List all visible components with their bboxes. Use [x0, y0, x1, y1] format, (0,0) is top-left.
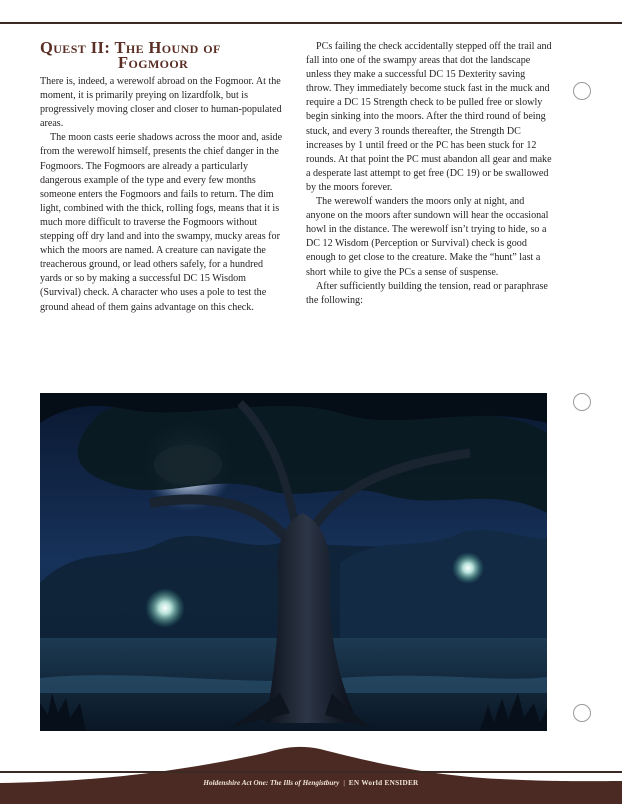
quest-title-line1: Quest II: The Hound of	[40, 38, 221, 57]
binder-hole-top	[573, 82, 591, 100]
footer-mountain-band	[0, 745, 622, 804]
right-paragraph-3: After sufficiently building the tension, read or paraphrase the following:	[306, 280, 548, 306]
right-treeline	[340, 530, 547, 653]
left-paragraph-1: There is, indeed, a werewolf abroad on the Fogmoor. At the moment, it is primarily preying on lizardfolk, but is progressively moving closer and closer to human-populated areas.	[40, 76, 282, 130]
right-paragraph-2: The werewolf wanders the moors only at night, and anyone on the moors after sundown will hear the occasional howl in the distance. The werewolf isn’t trying to hide, so a DC 12 Wisdom (Perception or Survival) check is good enough to get close to the creature. Make the “hunt” last a short while to give the PCs a sense of suspense.	[306, 196, 549, 278]
will-o-wisp-right	[452, 552, 484, 584]
quest-title	[40, 40, 286, 70]
moonlit-tree-illustration	[40, 393, 547, 731]
footer-book-title: Holdenshire Act One: The Ills of Hengistbury	[203, 779, 340, 787]
footer-brand: EN World ENSIDER	[348, 779, 419, 787]
footer-separator: |	[343, 779, 345, 787]
left-column	[40, 40, 286, 315]
binder-hole-middle	[573, 393, 591, 411]
left-paragraph-2: The moon casts eerie shadows across the moor and, aside from the werewolf himself, presents the chief danger in the Fogmoors. The Fogmoors are already a particularly dangerous example of the type and every few months someone enters the Fogmoors and fails to return. The dim light, combined with the thick, rolling fogs, means that it is much more difficult to traverse the Fogmoors without stepping off dry land and into the swampy, mucky areas for which the moors are named. A creature can navigate the treacherous ground, or lead others safely, for a hundred yards or so by making a successful DC 15 Wisdom (Survival) check. A character who uses a pole to test the ground ahead of them gains advantage on this check.	[40, 132, 283, 313]
quest-title-line2: Fogmoor	[118, 53, 189, 72]
right-column	[306, 40, 552, 308]
right-paragraph-1: PCs failing the check accidentally stepped off the trail and fall into one of the swampy areas that dot the landscape unless they make a successful DC 15 Dexterity saving throw. They immediately become stuck fast in the muck and require a DC 15 Strength check to be pulled free or slowly begin sinking into the moors. After the third round of being stuck, and every 3 rounds thereafter, the Strength DC increases by 1 until freed or the PC has been stuck for 12 rounds. At that point the PC must abandon all gear and make a desperate last attempt to get free (DC 19) or be swallowed by the moors forever.	[306, 41, 552, 193]
footer-text	[203, 778, 418, 788]
binder-hole-bottom	[573, 704, 591, 722]
will-o-wisp-left	[145, 588, 185, 628]
top-rule	[0, 22, 622, 24]
tree-illustration-svg	[40, 393, 547, 731]
